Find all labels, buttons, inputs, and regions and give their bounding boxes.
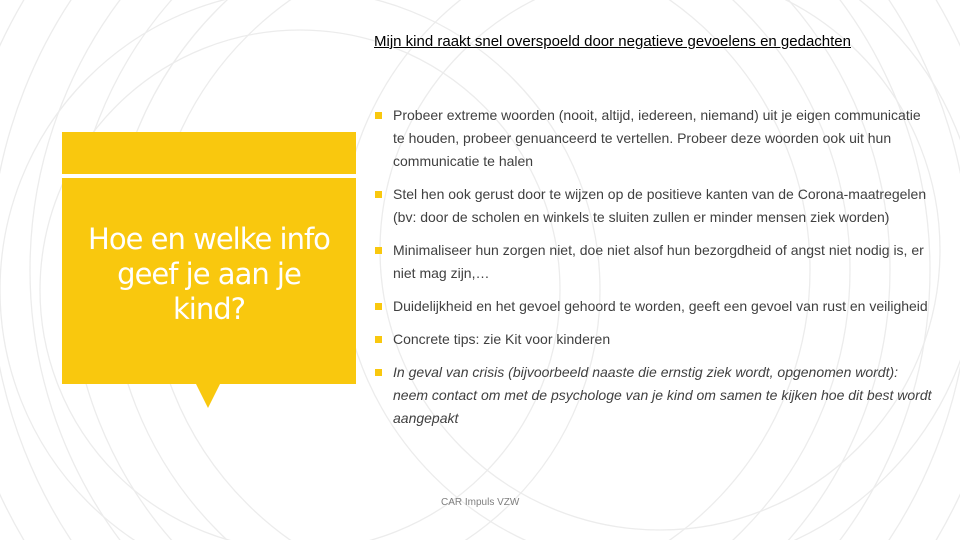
panel-divider: [62, 174, 356, 178]
bullet-text: Stel hen ook gerust door te wijzen op de positieve kanten van de Corona-maatregelen (bv: door de scholen en winkels te sluiten zullen er minder mensen ziek worden): [393, 186, 927, 225]
bullet-item: [374, 104, 934, 173]
bullet-text: Concrete tips: zie Kit voor kinderen: [393, 331, 611, 347]
bullet-text: Duidelijkheid en het gevoel gehoord te worden, geeft een gevoel van rust en veiligheid: [393, 298, 928, 314]
bullet-item: [374, 328, 934, 351]
slide-heading: Mijn kind raakt snel overspoeld door negatieve gevoelens en gedachten: [374, 33, 851, 50]
square-bullet-icon: [375, 369, 382, 376]
footer-text: CAR Impuls VZW: [441, 497, 520, 508]
bullet-item: [374, 239, 934, 285]
bullet-item: [374, 295, 934, 318]
side-title: Hoe en welke info geef je aan je kind?: [88, 222, 330, 326]
bullet-item: [374, 361, 934, 430]
bullet-list: [374, 104, 934, 440]
square-bullet-icon: [375, 191, 382, 198]
bullet-text: Minimaliseer hun zorgen niet, doe niet alsof hun bezorgdheid of angst niet nodig is, er niet mag zijn,…: [393, 242, 924, 281]
square-bullet-icon: [375, 336, 382, 343]
bullet-text: In geval van crisis (bijvoorbeeld naaste die ernstig ziek wordt, opgenomen wordt): neem contact om met de psychologe van je kind om samen te kijken hoe dit best wordt aangepakt: [393, 364, 932, 426]
square-bullet-icon: [375, 112, 382, 119]
square-bullet-icon: [375, 247, 382, 254]
square-bullet-icon: [375, 303, 382, 310]
bullet-text: Probeer extreme woorden (nooit, altijd, iedereen, niemand) uit je eigen communicatie te houden, probeer genuanceerd te vertellen. Probeer deze woorden ook uit hun communicatie te halen: [393, 107, 921, 169]
bullet-item: [374, 183, 934, 229]
panel-pointer: [196, 384, 220, 408]
